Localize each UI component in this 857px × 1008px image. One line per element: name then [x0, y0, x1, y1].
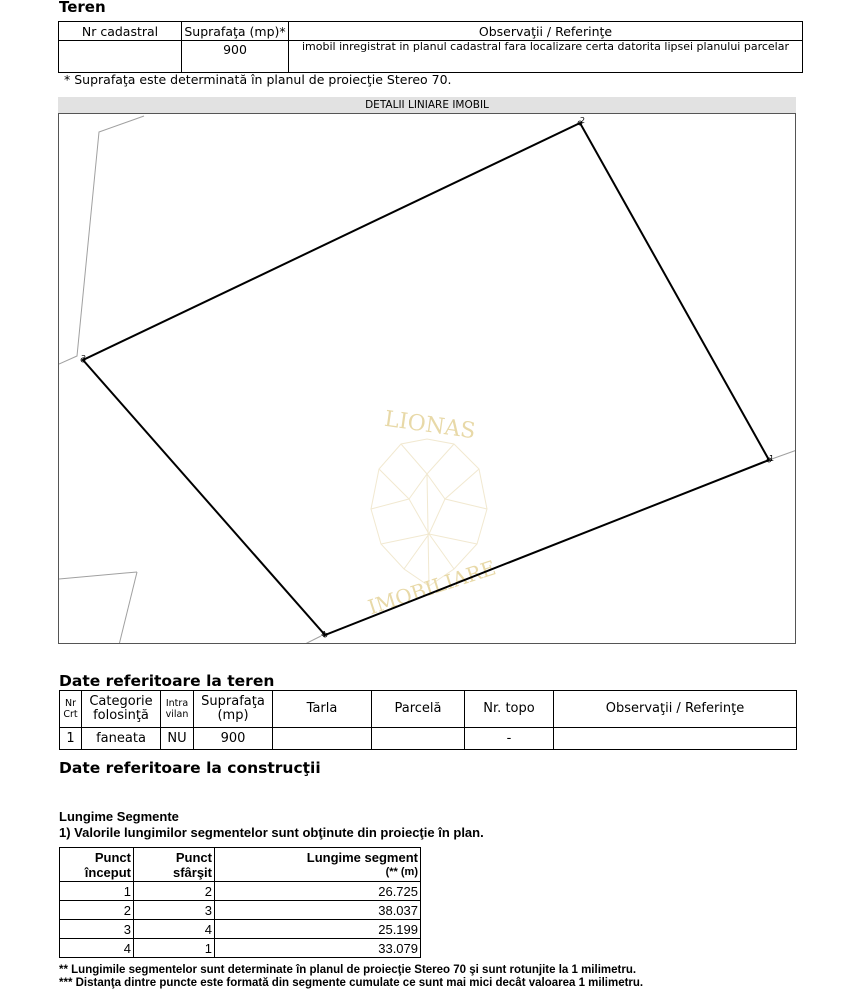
segments-table: [59, 847, 421, 958]
neighbor-line-bottom: [59, 572, 137, 579]
header-intravilan: [161, 691, 194, 728]
header-nr-line2: Crt: [63, 709, 78, 720]
segments-note-2: *** Distanţa dintre puncte este formată din segmente cumulate ce sunt mai mici decât valoarea 1 milimetru.: [59, 977, 644, 989]
point-label-1: 1: [769, 454, 775, 463]
segments-note-1: ** Lungimile segmentelor sunt determinate în planul de proiecţie Stereo 70 şi sunt rotunjite la 1 milimetru.: [59, 964, 637, 976]
header-end-line2: sfârşit: [172, 864, 212, 880]
header-length-line2: (** (m): [385, 865, 418, 878]
cell-end: 2: [134, 882, 215, 901]
cell-tarla: [273, 728, 372, 750]
segments-subtitle: 1) Valorile lungimilor segmentelor sunt obţinute din proiecţie în plan.: [59, 825, 484, 840]
header-lungime: [215, 848, 421, 882]
cell-length: 38.037: [215, 901, 421, 920]
cell-topo: -: [465, 728, 554, 750]
cell-start: 1: [60, 882, 134, 901]
header-end-line1: Punct: [175, 849, 212, 865]
header-suprafata-line2: (mp): [217, 708, 249, 723]
table-row: [60, 882, 421, 901]
cell-intravilan: NU: [161, 728, 194, 750]
point-label-3: 3: [81, 354, 87, 363]
header-length-line1: Lungime segment: [306, 849, 418, 865]
teren-header-row: [59, 22, 803, 41]
table-row: [60, 920, 421, 939]
cell-length: 25.199: [215, 920, 421, 939]
neighbor-line-bottom-2: [119, 572, 137, 644]
watermark-bottom: IMOBILIARE: [365, 555, 499, 620]
table-row: [60, 901, 421, 920]
header-nr-crt: [60, 691, 82, 728]
land-title: Date referitoare la teren: [59, 672, 275, 690]
cell-nr-cadastral: [59, 41, 182, 73]
header-suprafata: Suprafaţa (mp)*: [182, 22, 289, 41]
header-suprafata: [194, 691, 273, 728]
table-row: [60, 728, 797, 750]
header-intra-line2: vilan: [165, 709, 189, 720]
segments-header-row: [60, 848, 421, 882]
header-punct-sfarsit: [134, 848, 215, 882]
cell-nr: 1: [60, 728, 82, 750]
header-categorie-line2: folosinţă: [93, 708, 149, 723]
parcel-svg: [59, 114, 796, 644]
header-observatii: Observaţii / Referinţe: [554, 691, 797, 728]
header-observatii: Observaţii / Referinţe: [289, 22, 803, 41]
header-suprafata-line1: Suprafaţa: [201, 694, 265, 709]
cell-length: 33.079: [215, 939, 421, 958]
cell-categorie: faneata: [82, 728, 161, 750]
parcel-outline: [83, 123, 769, 635]
header-intra-line1: Intra: [165, 698, 189, 709]
teren-table: [58, 21, 803, 73]
header-tarla: Tarla: [273, 691, 372, 728]
cell-observatii: imobil inregistrat in planul cadastral fara localizare certa datorita lipsei planului parcelar: [289, 41, 803, 73]
header-start-line2: început: [84, 864, 131, 880]
cell-parcela: [372, 728, 465, 750]
segments-title: Lungime Segmente: [59, 809, 179, 824]
constructii-title: Date referitoare la construcţii: [59, 759, 321, 777]
header-punct-inceput: [60, 848, 134, 882]
land-header-row: [60, 691, 797, 728]
point-label-2: 2: [580, 116, 586, 125]
cell-start: 3: [60, 920, 134, 939]
point-label-4: 4: [321, 630, 327, 639]
header-parcela: Parcelă: [372, 691, 465, 728]
watermark-top: LIONAS: [382, 406, 477, 445]
header-nr-cadastral: Nr cadastral: [59, 22, 182, 41]
parcel-drawing: [58, 113, 796, 644]
cell-length: 26.725: [215, 882, 421, 901]
cell-end: 4: [134, 920, 215, 939]
header-categorie: [82, 691, 161, 728]
header-categorie-line1: Categorie: [89, 694, 153, 709]
cell-suprafata: 900: [182, 41, 289, 73]
cell-suprafata: 900: [194, 728, 273, 750]
table-row: [60, 939, 421, 958]
neighbor-line-bottom-3: [303, 636, 321, 644]
cell-start: 4: [60, 939, 134, 958]
neighbor-line-left: [59, 116, 144, 364]
cell-end: 1: [134, 939, 215, 958]
header-start-line1: Punct: [94, 849, 131, 865]
header-topo: Nr. topo: [465, 691, 554, 728]
drawing-header: DETALII LINIARE IMOBIL: [58, 97, 796, 113]
header-nr-line1: Nr: [64, 698, 76, 709]
cell-observatii: [554, 728, 797, 750]
cell-start: 2: [60, 901, 134, 920]
table-row: [59, 41, 803, 73]
teren-title: Teren: [59, 0, 106, 16]
land-table: [59, 690, 797, 750]
teren-footnote: * Suprafaţa este determinată în planul de proiecţie Stereo 70.: [64, 72, 452, 87]
cell-end: 3: [134, 901, 215, 920]
